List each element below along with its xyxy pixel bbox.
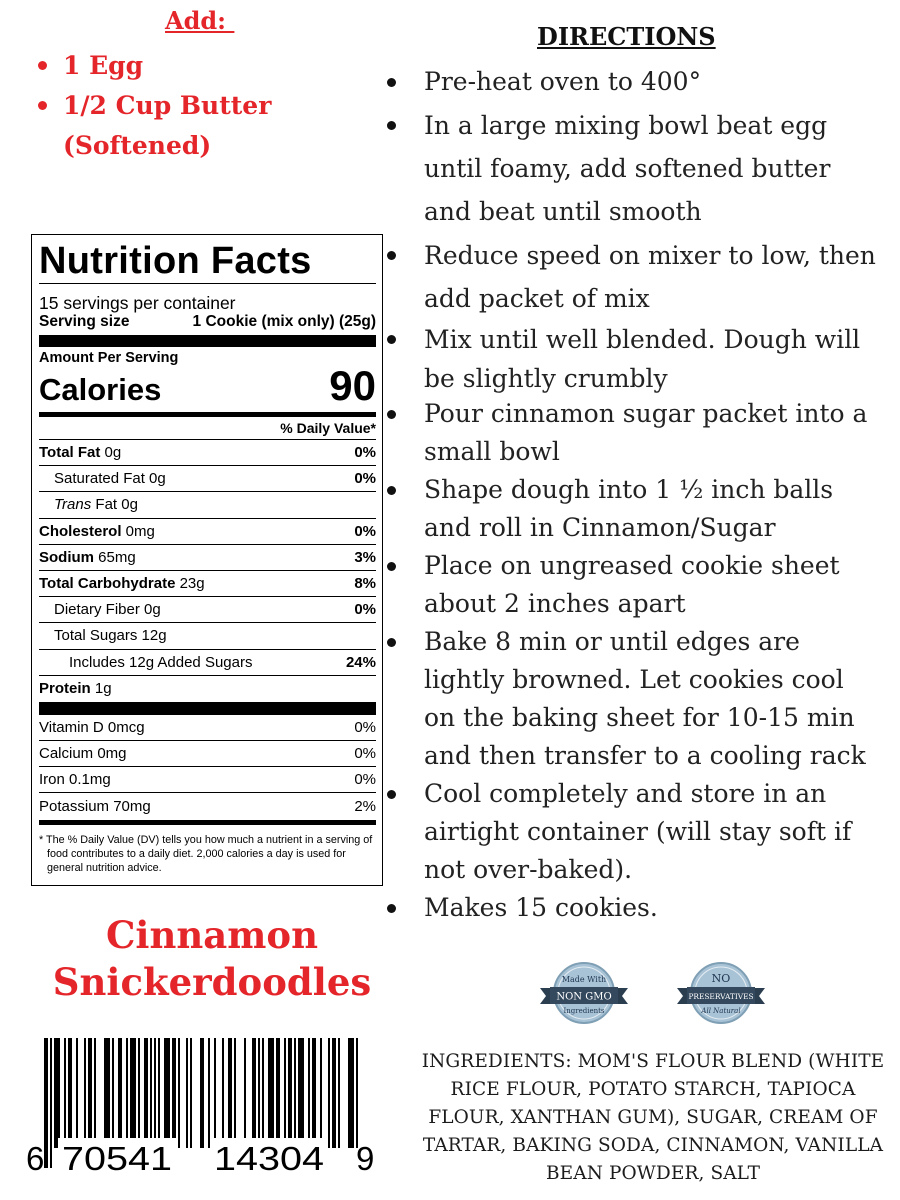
nutrient-name: Total Sugars xyxy=(54,627,138,645)
direction-step xyxy=(424,320,894,398)
bullet-icon xyxy=(38,101,47,110)
vitamin-name: Calcium 0mg xyxy=(39,745,127,763)
direction-step xyxy=(424,104,894,233)
badge-bottom-text: Ingredients xyxy=(563,1007,605,1015)
barcode-bar xyxy=(332,1038,336,1148)
direction-step xyxy=(424,547,894,623)
vitamin-dv: 0% xyxy=(354,771,376,789)
calories-value: 90 xyxy=(329,362,376,409)
barcode-bar xyxy=(130,1038,136,1148)
divider xyxy=(39,702,376,715)
nutrient-amount: Fat 0g xyxy=(91,496,138,514)
bullet-icon xyxy=(387,121,396,130)
direction-line: add packet of mix xyxy=(424,284,650,313)
vitamin-row-potassium xyxy=(39,793,376,819)
barcode-bar xyxy=(228,1038,232,1148)
barcode-bar xyxy=(154,1038,156,1148)
nutrient-amount: 0mg xyxy=(121,522,155,540)
nutrient-row-saturated-fat xyxy=(39,466,376,492)
direction-step xyxy=(424,623,894,775)
nutrient-dv: 8% xyxy=(354,575,376,593)
barcode-digit-right: 14304 xyxy=(214,1140,324,1177)
vitamin-row-iron xyxy=(39,767,376,793)
direction-step xyxy=(424,471,894,547)
barcode-bar xyxy=(268,1038,274,1148)
ingredients-line: RICE FLOUR, POTATO STARCH, TAPIOCA xyxy=(450,1079,856,1100)
vitamin-name: Iron 0.1mg xyxy=(39,771,111,789)
add-item-butter xyxy=(30,86,271,166)
vitamin-dv: 2% xyxy=(354,798,376,816)
product-name xyxy=(20,912,404,1006)
nutrient-dv: 0% xyxy=(354,601,376,619)
barcode-bar xyxy=(144,1038,148,1148)
barcode-bar xyxy=(200,1038,204,1148)
bullet-icon xyxy=(387,638,396,647)
nutrient-name: Total Fat xyxy=(39,444,101,462)
direction-line: airtight container (will stay soft if xyxy=(424,817,852,846)
barcode-bar xyxy=(348,1038,354,1148)
barcode-bar xyxy=(244,1038,246,1148)
barcode-bar xyxy=(186,1038,188,1148)
badge-ribbon-text: NON GMO xyxy=(556,991,612,1003)
nutrient-name: Dietary Fiber xyxy=(54,601,140,619)
add-title: Add: xyxy=(165,6,235,35)
barcode-bar xyxy=(234,1038,236,1148)
nutrient-row-cholesterol xyxy=(39,519,376,545)
nutrient-amount: 0g xyxy=(139,601,161,619)
serving-size-label: Serving size xyxy=(39,313,130,330)
nutrient-name: Saturated Fat xyxy=(54,470,145,488)
barcode-digit-check: 9 xyxy=(356,1140,375,1177)
nutrient-row-protein xyxy=(39,676,376,702)
barcode-bar xyxy=(104,1038,110,1148)
add-item-label: 1/2 Cup Butter xyxy=(63,91,272,120)
nutrition-title: Nutrition Facts xyxy=(39,240,312,282)
barcode-bar xyxy=(84,1038,86,1148)
bullet-icon xyxy=(387,251,396,260)
badge-top-text: NO xyxy=(711,972,731,985)
calories-label: Calories xyxy=(39,372,162,407)
add-item-label: (Softened) xyxy=(63,131,212,160)
direction-line: Pour cinnamon sugar packet into a xyxy=(424,399,868,428)
bullet-icon xyxy=(387,904,396,913)
nutrient-dv: 0% xyxy=(354,444,376,462)
barcode-bar xyxy=(262,1038,264,1148)
nutrient-amount: 0g xyxy=(144,470,166,488)
bullet-icon xyxy=(387,562,396,571)
barcode-bar xyxy=(68,1038,72,1148)
badge-top-text: Made With xyxy=(561,975,607,984)
nutrient-row-total-sugars xyxy=(39,623,376,649)
product-name-line: Snickerdoodles xyxy=(52,960,372,1004)
direction-step xyxy=(424,775,894,889)
add-item-egg xyxy=(30,46,271,86)
bullet-icon xyxy=(387,486,396,495)
direction-line: Bake 8 min or until edges are xyxy=(424,627,800,656)
ingredients-line: INGREDIENTS: MOM'S FLOUR BLEND (WHITE xyxy=(421,1051,885,1072)
nutrient-amount: 23g xyxy=(175,575,205,593)
divider xyxy=(39,820,376,825)
barcode-bar xyxy=(356,1038,358,1148)
nutrient-amount: 1g xyxy=(90,680,112,698)
no-preservatives-badge xyxy=(675,960,767,1026)
barcode-bar xyxy=(308,1038,310,1148)
vitamin-name: Potassium 70mg xyxy=(39,798,151,816)
barcode-bar xyxy=(294,1038,296,1148)
direction-step xyxy=(424,62,894,102)
nutrient-name: Includes 12g Added Sugars xyxy=(69,653,253,671)
direction-line: about 2 inches apart xyxy=(424,589,686,618)
barcode-bar xyxy=(208,1038,210,1148)
vitamin-dv: 0% xyxy=(354,718,376,736)
non-gmo-badge xyxy=(538,960,630,1026)
nutrient-name: Trans xyxy=(54,496,92,514)
barcode-bar xyxy=(64,1038,66,1148)
barcode-bar xyxy=(320,1038,322,1148)
barcode-bar xyxy=(214,1038,216,1148)
nutrient-name: Protein xyxy=(39,680,91,698)
servings-per-container: 15 servings per container xyxy=(39,293,236,313)
divider xyxy=(39,283,376,284)
vitamin-row-calcium xyxy=(39,741,376,767)
barcode-bar xyxy=(258,1038,260,1148)
nutrient-dv: 24% xyxy=(345,653,376,671)
barcode-bar xyxy=(190,1038,192,1148)
direction-line: Reduce speed on mixer to low, then xyxy=(424,241,876,270)
badge-bottom-text: All Natural xyxy=(701,1007,741,1015)
barcode-bar xyxy=(126,1038,128,1148)
nutrient-row-total-fat xyxy=(39,440,376,466)
direction-line: and roll in Cinnamon/Sugar xyxy=(424,513,776,542)
amount-per-serving: Amount Per Serving xyxy=(39,350,179,366)
nutrient-amount: 0g xyxy=(100,444,122,462)
bullet-icon xyxy=(38,61,47,70)
nutrient-row-added-sugars xyxy=(39,650,376,676)
nutrient-name: Sodium xyxy=(39,548,94,566)
ingredients-line: TARTAR, BAKING SODA, CINNAMON, VANILLA xyxy=(422,1135,884,1156)
direction-line: Makes 15 cookies. xyxy=(424,893,658,922)
nutrient-amount: 12g xyxy=(137,627,167,645)
direction-line: not over-baked). xyxy=(424,855,633,884)
barcode-bar xyxy=(138,1038,140,1148)
barcode-bar xyxy=(112,1038,114,1148)
direction-step xyxy=(424,395,894,471)
nutrient-dv: 0% xyxy=(354,470,376,488)
divider xyxy=(39,335,376,347)
barcode-bar xyxy=(222,1038,224,1148)
direction-line: and then transfer to a cooling rack xyxy=(424,741,866,770)
direction-step xyxy=(424,234,894,320)
bullet-icon xyxy=(387,335,396,344)
direction-line: Pre-heat oven to 400° xyxy=(424,67,702,96)
barcode-bar xyxy=(328,1038,330,1148)
barcode-bar xyxy=(298,1038,304,1148)
direction-line: Shape dough into 1 ½ inch balls xyxy=(424,475,834,504)
direction-line: be slightly crumbly xyxy=(424,364,668,393)
barcode-bar xyxy=(276,1038,280,1148)
nutrient-dv: 0% xyxy=(354,522,376,540)
nutrient-row-dietary-fiber xyxy=(39,597,376,623)
add-item-label: 1 Egg xyxy=(63,51,144,80)
nutrient-row-sodium xyxy=(39,545,376,571)
barcode-bar xyxy=(338,1038,340,1148)
bullet-icon xyxy=(387,410,396,419)
daily-value-header: % Daily Value* xyxy=(39,417,376,440)
direction-line: small bowl xyxy=(424,437,560,466)
nutrient-name: Total Carbohydrate xyxy=(39,575,176,593)
ingredients-line: FLOUR, XANTHAN GUM), SUGAR, CREAM OF xyxy=(428,1107,878,1128)
direction-line: on the baking sheet for 10-15 min xyxy=(424,703,855,732)
direction-line: Cool completely and store in an xyxy=(424,779,827,808)
barcode-bar xyxy=(50,1038,52,1168)
direction-line: lightly browned. Let cookies cool xyxy=(424,665,844,694)
add-list xyxy=(30,46,271,166)
directions-title: DIRECTIONS xyxy=(537,22,716,51)
nutrition-facts-panel xyxy=(31,234,383,886)
barcode-bar xyxy=(54,1038,60,1148)
direction-line: Place on ungreased cookie sheet xyxy=(424,551,840,580)
serving-size xyxy=(39,313,376,331)
nutrient-row-trans-fat xyxy=(39,492,376,518)
barcode-bar xyxy=(76,1038,78,1148)
nutrient-dv: 3% xyxy=(354,548,376,566)
direction-line: Mix until well blended. Dough will xyxy=(424,325,861,354)
barcode-bar xyxy=(44,1038,48,1168)
product-name-line: Cinnamon xyxy=(105,913,318,957)
barcode-bar xyxy=(312,1038,316,1148)
barcode-bar xyxy=(88,1038,92,1148)
calories-row xyxy=(39,362,376,409)
bullet-icon xyxy=(387,78,396,87)
nutrient-name: Cholesterol xyxy=(39,522,122,540)
barcode-digit-lead: 6 xyxy=(26,1140,45,1177)
ingredients-line: BEAN POWDER, SALT xyxy=(545,1163,761,1184)
barcode-bar xyxy=(178,1038,180,1148)
barcode-bar xyxy=(252,1038,256,1148)
nutrient-amount: 65mg xyxy=(94,548,136,566)
vitamin-row-vitamin-d xyxy=(39,715,376,741)
ingredients-list xyxy=(412,1048,894,1188)
direction-step xyxy=(424,889,894,927)
barcode-bar xyxy=(172,1038,176,1148)
barcode-bar xyxy=(94,1038,96,1148)
barcode-digit-left: 70541 xyxy=(62,1140,172,1177)
vitamin-dv: 0% xyxy=(354,745,376,763)
daily-value-footnote: * The % Daily Value (DV) tells you how much a nutrient in a serving of food contributes to a daily diet. 2,000 calories a day is used for general nutrition advice. xyxy=(39,833,373,874)
serving-size-value: 1 Cookie (mix only) (25g) xyxy=(192,313,376,330)
barcode-bar xyxy=(150,1038,152,1148)
barcode xyxy=(26,1038,378,1178)
vitamin-name: Vitamin D 0mcg xyxy=(39,718,145,736)
direction-line: In a large mixing bowl beat egg xyxy=(424,111,828,140)
barcode-bar xyxy=(118,1038,122,1148)
bullet-icon xyxy=(387,790,396,799)
direction-line: until foamy, add softened butter xyxy=(424,154,831,183)
direction-line: and beat until smooth xyxy=(424,197,702,226)
badge-ribbon-text: PRESERVATIVES xyxy=(688,992,754,1001)
nutrient-row-total-carbohydrate xyxy=(39,571,376,597)
